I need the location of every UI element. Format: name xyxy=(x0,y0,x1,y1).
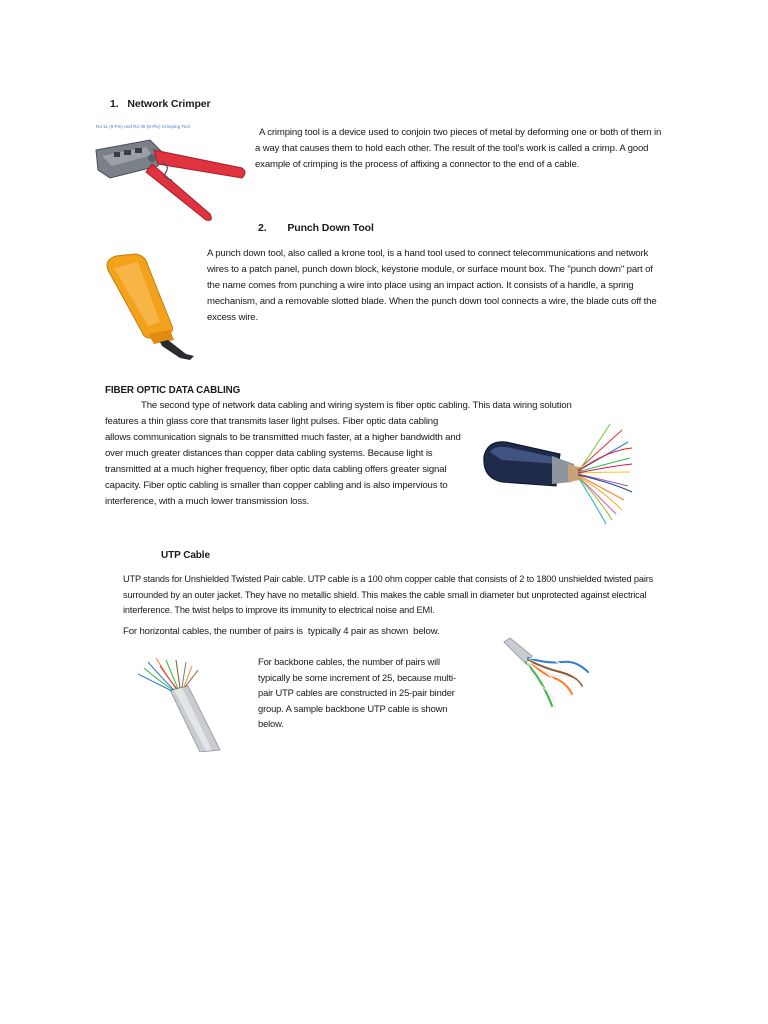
section-2-number: 2. xyxy=(258,222,267,234)
section-1-heading xyxy=(110,98,211,110)
fiber-body: features a thin glass core that transmits laser light pulses. Fiber optic data cabling allows communication signals to be transmitted much faster, at a higher bandwidth and over much greater distances than copper data cabling systems. Because light is transmitted at a much higher frequency, fiber optic data cabling offers greater signal capacity. Fiber optic cabling is smaller than copper cabling and is also impervious to interference, with a much lower transmission loss. xyxy=(105,416,461,507)
punch-down-tool-image xyxy=(102,250,202,362)
section-2-title: Punch Down Tool xyxy=(287,222,374,234)
crimper-icon xyxy=(92,122,252,230)
section-1-number: 1. xyxy=(110,98,119,110)
section-2-body: A punch down tool, also called a krone tool, is a hand tool used to connect telecommunications and network wires to a patch panel, punch down block, keystone module, or surface mount box. The "punch down" part of the name comes from punching a wire into place using an impact action. It consists of a handle, a spring mechanism, and a removable slotted blade. When the punch down tool connects a wire, the blade cuts off the excess wire. xyxy=(207,248,657,323)
crimper-image-caption: RJ-11 (6-Pin) and RJ-45 (8-Pin) Crimping Tool xyxy=(96,124,190,129)
section-1-title: Network Crimper xyxy=(127,98,211,110)
fiber-heading: FIBER OPTIC DATA CABLING xyxy=(105,385,241,396)
fiber-optic-cable-image xyxy=(482,420,632,535)
utp-backbone-cable-image xyxy=(130,656,222,752)
fiber-body-first-line: The second type of network data cabling and wiring system is fiber optic cabling. This data wiring solution xyxy=(141,400,572,411)
network-crimper-image xyxy=(92,122,252,230)
utp-body: UTP stands for Unshielded Twisted Pair cable. UTP cable is a 100 ohm copper cable that consists of 2 to 1800 unshielded twisted pairs surrounded by an outer jacket. They have no metallic shield. This makes the cable small in diameter but unprotected against electrical interference. The twist helps to improve its immunity to electrical noise and EMI. xyxy=(123,574,654,615)
section-2-heading xyxy=(258,222,374,234)
fiber-optic-cable-icon xyxy=(482,420,632,535)
utp-horizontal-cable-image xyxy=(502,636,594,712)
four-pair-utp-cable-icon xyxy=(502,636,594,712)
punch-down-tool-icon xyxy=(102,250,202,362)
section-1-body: A crimping tool is a device used to conjoin two pieces of metal by deforming one or both of them in a way that causes them to hold each other. The result of the tool's work is called a crimp. A good example of crimping is the process of affixing a connector to the end of a cable. xyxy=(255,127,662,170)
backbone-utp-cable-icon xyxy=(130,656,222,752)
utp-backbone-text: For backbone cables, the number of pairs will typically be some increment of 25, because multi-pair UTP cables are constructed in 25-pair binder group. A sample backbone UTP cable is shown below. xyxy=(258,656,456,729)
utp-heading: UTP Cable xyxy=(161,550,210,561)
utp-horizontal-text: For horizontal cables, the number of pairs is typically 4 pair as shown below. xyxy=(123,626,440,637)
